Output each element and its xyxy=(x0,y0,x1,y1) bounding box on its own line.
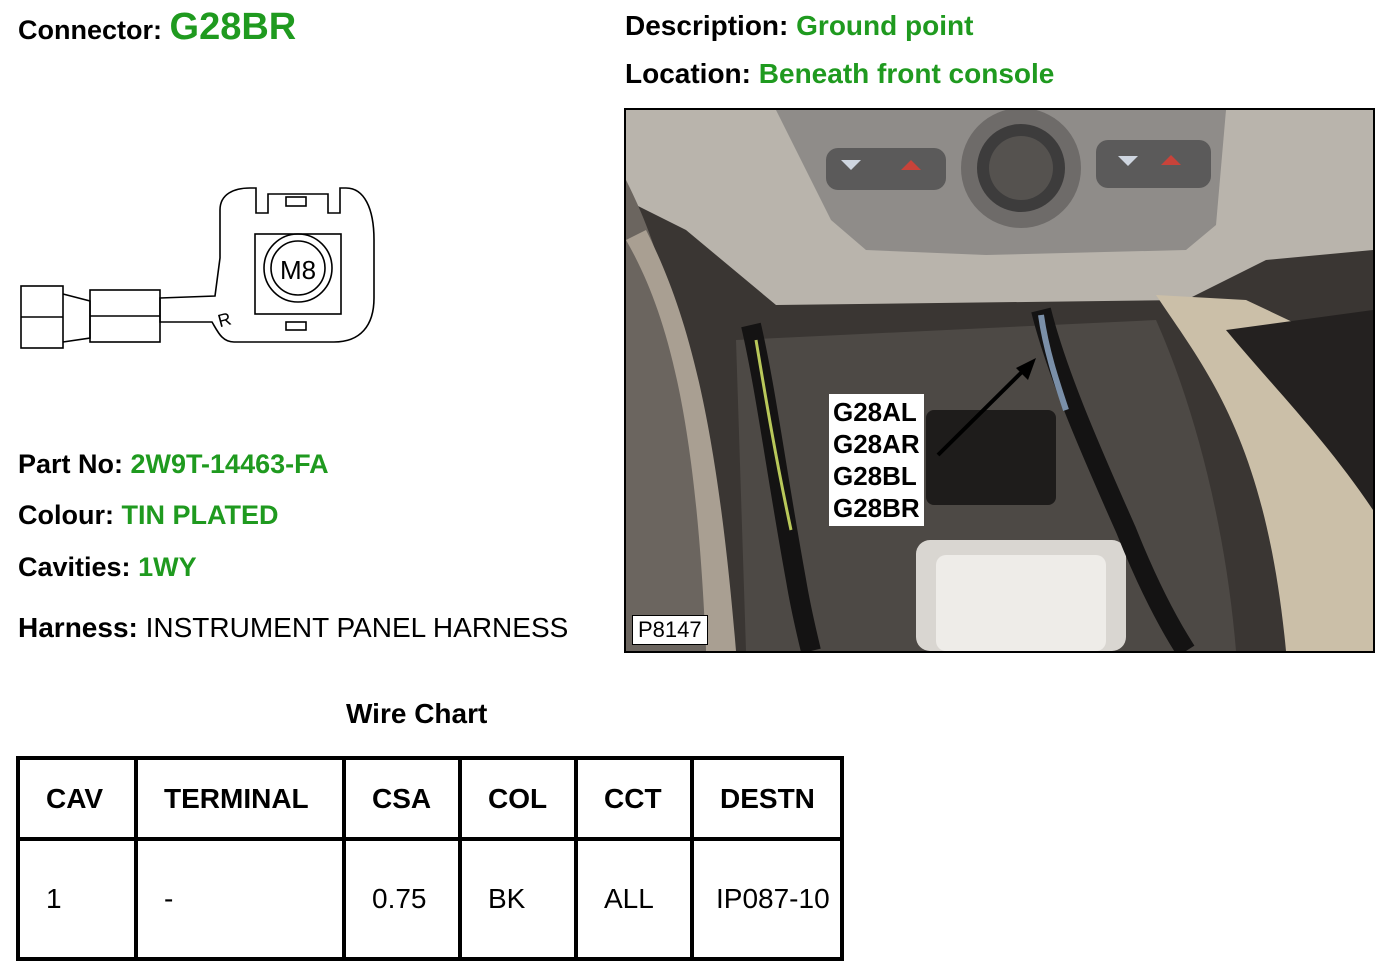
table-row xyxy=(18,839,842,959)
cavities-line xyxy=(18,552,197,583)
description-label: Description: xyxy=(625,10,789,41)
callout-label: G28AR xyxy=(833,429,920,459)
callout-label: G28BR xyxy=(833,493,920,523)
colour-value: TIN PLATED xyxy=(121,500,279,530)
header-csa: CSA xyxy=(344,758,460,839)
harness-value: INSTRUMENT PANEL HARNESS xyxy=(145,612,569,643)
connector-drawing xyxy=(18,180,378,355)
connector-label: Connector: xyxy=(18,15,162,45)
location-label: Location: xyxy=(625,58,751,89)
location-value: Beneath front console xyxy=(758,58,1055,89)
header-destn: DESTN xyxy=(692,758,842,839)
cell-cct: ALL xyxy=(576,839,692,959)
harness-label: Harness: xyxy=(18,612,138,643)
connector-heading xyxy=(18,6,296,49)
header-terminal: TERMINAL xyxy=(136,758,344,839)
callout-label: G28AL xyxy=(833,397,917,427)
wire-chart-table xyxy=(16,756,844,961)
cell-destn: IP087-10 xyxy=(692,839,842,959)
part-no-label: Part No: xyxy=(18,449,124,479)
r-mark: R xyxy=(215,308,234,332)
harness-line xyxy=(18,612,568,644)
connector-callouts xyxy=(829,394,924,526)
cavities-label: Cavities: xyxy=(18,552,131,582)
description-value: Ground point xyxy=(796,10,974,41)
location-line xyxy=(625,58,1054,90)
cell-csa: 0.75 xyxy=(344,839,460,959)
table-header-row xyxy=(18,758,842,839)
colour-label: Colour: xyxy=(18,500,114,530)
header-cct: CCT xyxy=(576,758,692,839)
cell-col: BK xyxy=(460,839,576,959)
photo-reference: P8147 xyxy=(632,615,708,645)
part-no-value: 2W9T-14463-FA xyxy=(130,449,329,479)
callout-label: G28BL xyxy=(833,461,917,491)
connector-value: G28BR xyxy=(169,6,297,48)
description-line xyxy=(625,10,973,42)
stud-label: M8 xyxy=(279,255,317,285)
header-cav: CAV xyxy=(18,758,136,839)
location-photo xyxy=(624,108,1375,653)
part-no-line xyxy=(18,449,329,480)
wire-chart-title: Wire Chart xyxy=(346,698,488,729)
header-col: COL xyxy=(460,758,576,839)
cavities-value: 1WY xyxy=(138,552,197,582)
cell-cav: 1 xyxy=(18,839,136,959)
cell-terminal: - xyxy=(136,839,344,959)
colour-line xyxy=(18,500,279,531)
